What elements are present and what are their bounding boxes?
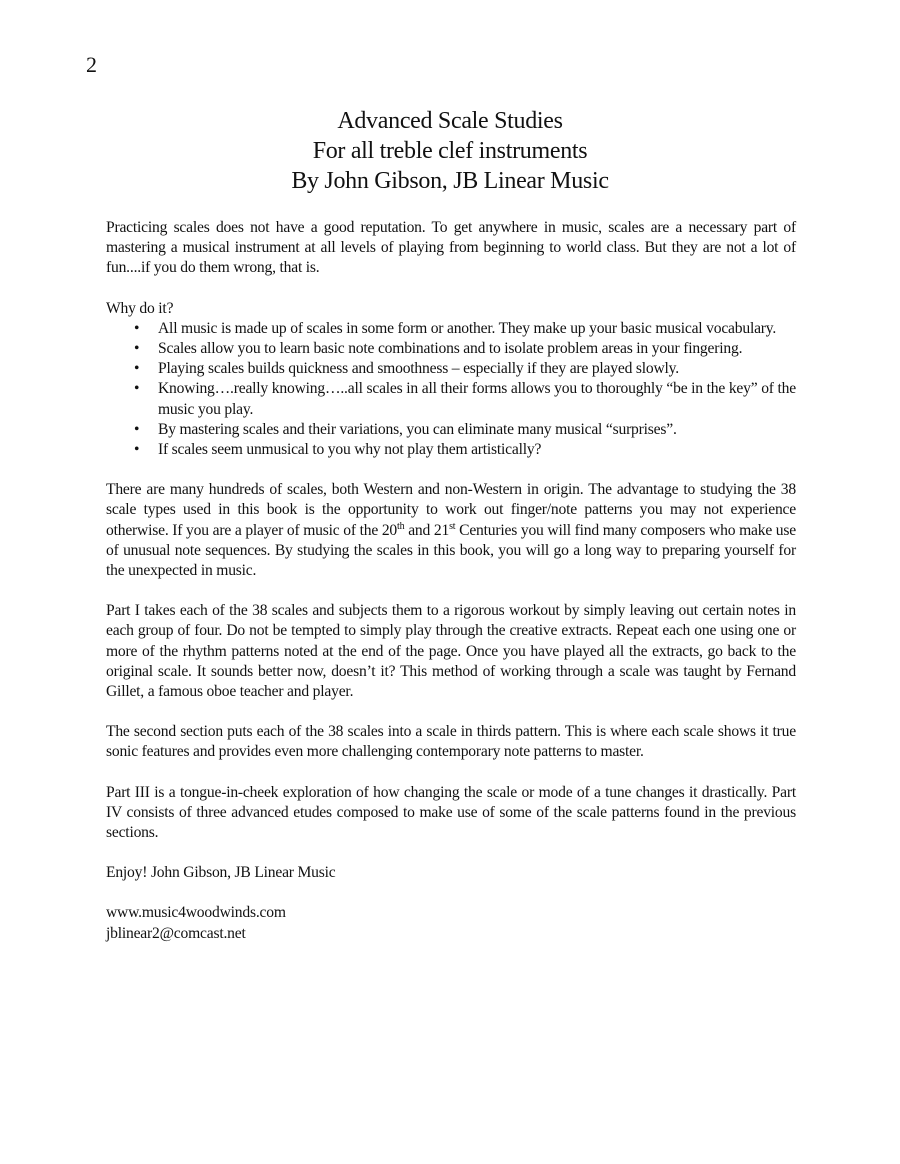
superscript-st: st xyxy=(449,520,456,532)
superscript-th: th xyxy=(397,520,405,532)
document-body xyxy=(106,218,796,944)
website-link[interactable]: www.music4woodwinds.com xyxy=(106,904,286,922)
title-line-2: For all treble clef instruments xyxy=(312,138,588,164)
page-number: 2 xyxy=(86,52,97,77)
reasons-list xyxy=(106,319,796,460)
scales-text-3: Centuries you will find many composers who make use of unusual note sequences. By studying the scales in this book, you will go a long way to preparing yourself for the unexpected in music. xyxy=(106,521,796,580)
list-item: • Playing scales builds quickness and smoothness – especially if they are played slowly. xyxy=(158,359,796,379)
intro-paragraph: Practicing scales does not have a good reputation. To get anywhere in music, scales are a necessary part of mastering a musical instrument at all levels of playing from beginning to world class. But they are not a lot of fun....if you do them wrong, that is. xyxy=(106,219,796,277)
list-item: • All music is made up of scales in some form or another. They make up your basic musical vocabulary. xyxy=(158,319,796,339)
signoff: Enjoy! John Gibson, JB Linear Music xyxy=(106,864,336,882)
email-link[interactable]: jblinear2@comcast.net xyxy=(106,924,246,942)
list-item: • Scales allow you to learn basic note combinations and to isolate problem areas in your fingering. xyxy=(158,339,796,359)
list-item: • If scales seem unmusical to you why not play them artistically? xyxy=(158,440,796,460)
why-heading: Why do it? xyxy=(106,299,174,317)
document-title xyxy=(0,106,900,196)
title-line-1: Advanced Scale Studies xyxy=(337,108,563,134)
scales-text-1: There are many hundreds of scales, both Western and non-Western in origin. The advantage to studying the 38 scale types used in this book is the opportunity to work out finger/note patterns you may not experience otherwise. If you are a player of music of the 20 xyxy=(106,481,796,539)
list-item: • Knowing….really knowing…..all scales in all their forms allows you to thoroughly “be in the key” of the music you play. xyxy=(158,379,796,419)
second-section-paragraph: The second section puts each of the 38 scales into a scale in thirds pattern. This is where each scale shows it true sonic features and provides even more challenging contemporary note patterns to master. xyxy=(106,723,796,761)
scales-text-2: and 21 xyxy=(404,521,450,539)
part-three-paragraph: Part III is a tongue-in-cheek exploration of how changing the scale or mode of a tune changes it drastically. Part IV consists of three advanced etudes composed to make use of some of the scale patterns found in the previous sections. xyxy=(106,783,796,842)
list-item: • By mastering scales and their variations, you can eliminate many musical “surprises”. xyxy=(158,420,796,440)
part-one-paragraph: Part I takes each of the 38 scales and subjects them to a rigorous workout by simply leaving out certain notes in each group of four. Do not be tempted to simply play through the creative extracts. Repeat each one using one or more of the rhythm patterns noted at the end of the page. Once you have played all the extracts, go back to the original scale. It sounds better now, doesn’t it? This method of working through a scale was taught by Fernand Gillet, a famous oboe teacher and player. xyxy=(106,602,796,701)
scales-paragraph xyxy=(106,480,796,581)
title-line-3: By John Gibson, JB Linear Music xyxy=(291,168,609,194)
